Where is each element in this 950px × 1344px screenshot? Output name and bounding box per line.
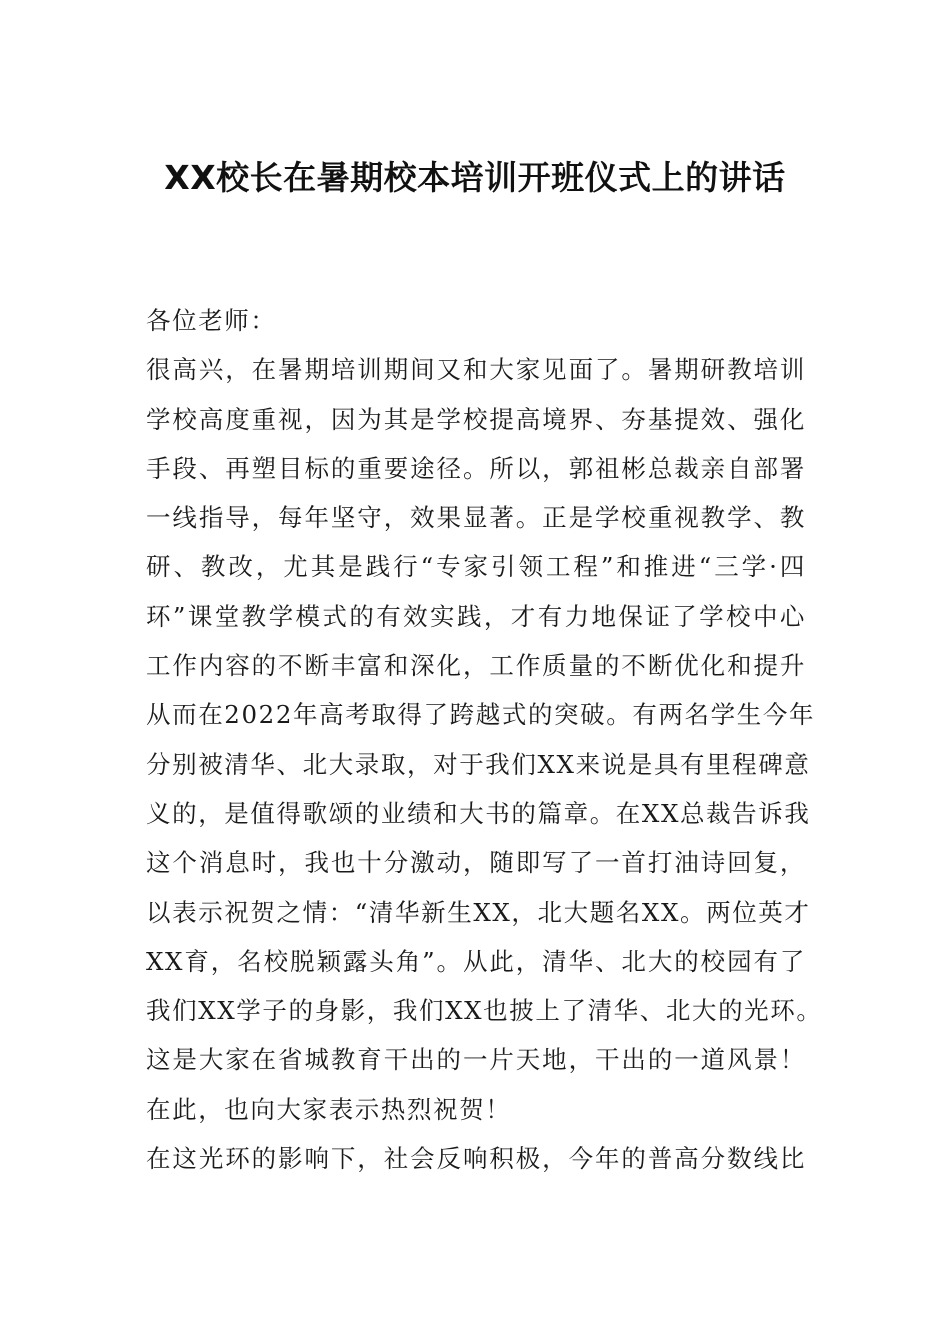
paragraph-line: 手段、再塑目标的重要途径。所以，郭祖彬总裁亲自部署 (146, 453, 806, 483)
paragraph-line: 在此，也向大家表示热烈祝贺！ (146, 1094, 512, 1124)
paragraph-line: 工作内容的不断丰富和深化，工作质量的不断优化和提升 (146, 651, 806, 681)
salutation: 各位老师： (146, 306, 277, 335)
paragraph-line: 义的，是值得歌颂的业绩和大书的篇章。在XX总裁告诉我 (146, 798, 811, 828)
paragraph-line: 以表示祝贺之情：“清华新生XX，北大题名XX。两位英才 (146, 897, 811, 927)
paragraph-line: 我们XX学子的身影，我们XX也披上了清华、北大的光环。 (146, 996, 823, 1026)
paragraph-line: 学校高度重视，因为其是学校提高境界、夯基提效、强化 (146, 404, 806, 434)
paragraph-line: 在这光环的影响下，社会反响积极，今年的普高分数线比 (146, 1144, 806, 1174)
paragraph-line: 一线指导，每年坚守，效果显著。正是学校重视教学、教 (146, 503, 806, 533)
paragraph-line: 分别被清华、北大录取，对于我们XX来说是具有里程碑意 (146, 749, 811, 779)
paragraph-line: XX育，名校脱颖露头角”。从此，清华、北大的校园有了 (146, 946, 806, 976)
paragraph-line: 很高兴，在暑期培训期间又和大家见面了。暑期研教培训 (146, 355, 806, 385)
document-title: XX校长在暑期校本培训开班仪式上的讲话 (164, 158, 786, 197)
paragraph-line: 研、教改，尤其是践行“专家引领工程”和推进“三学·四 (146, 552, 806, 582)
paragraph-line: 从而在2022年高考取得了跨越式的突破。有两名学生今年 (146, 700, 816, 730)
paragraph-line: 这个消息时，我也十分激动，随即写了一首打油诗回复， (146, 848, 806, 878)
paragraph-line: 这是大家在省城教育干出的一片天地，干出的一道风景！ (146, 1045, 806, 1075)
paragraph-line: 环”课堂教学模式的有效实践，才有力地保证了学校中心 (146, 601, 806, 631)
document-body (146, 296, 823, 1183)
